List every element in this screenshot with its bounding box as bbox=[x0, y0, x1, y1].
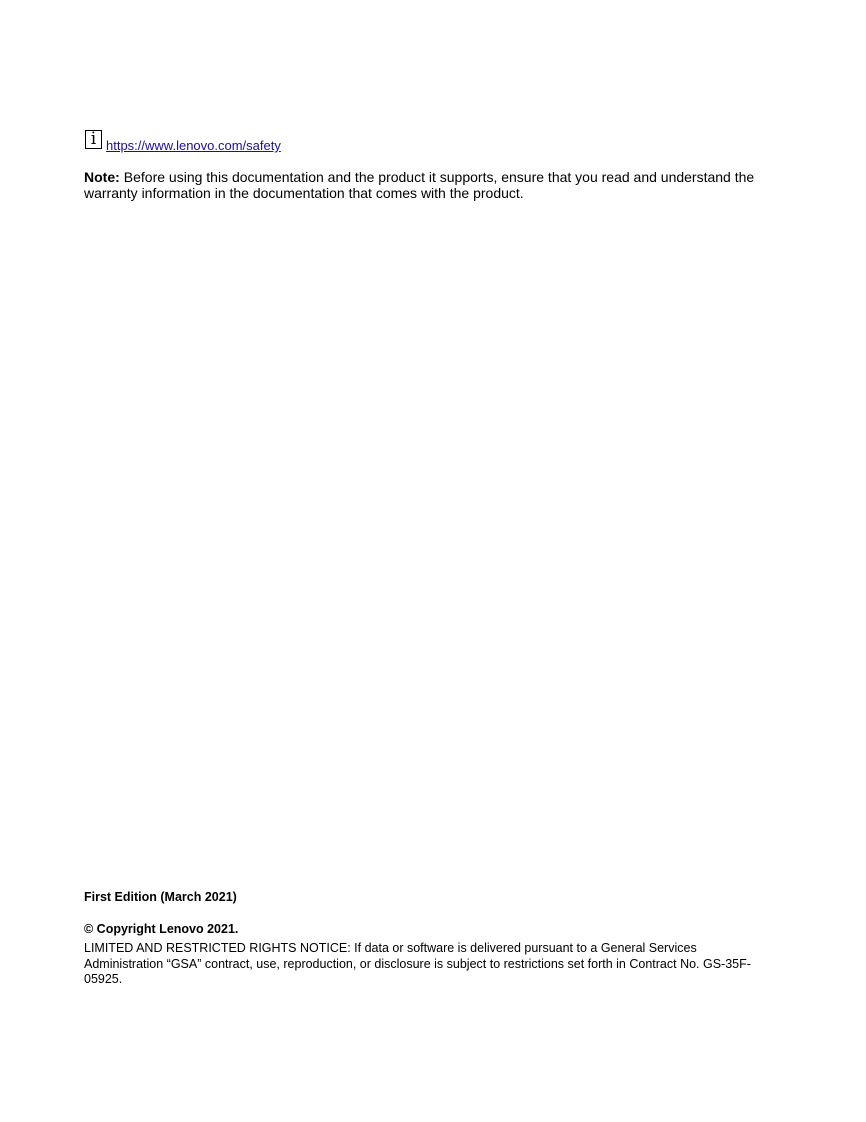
edition-label: First Edition (March 2021) bbox=[84, 890, 237, 904]
info-icon: i bbox=[85, 130, 102, 149]
safety-link[interactable]: https://www.lenovo.com/safety bbox=[106, 138, 281, 153]
safety-info-line bbox=[85, 129, 281, 153]
rights-notice: LIMITED AND RESTRICTED RIGHTS NOTICE: If data or software is delivered pursuant to a General Services Administration “GSA” contract, use, reproduction, or disclosure is subject to restrictions set forth in Contract No. GS-35F-05925. bbox=[84, 941, 751, 986]
note-label: Note: bbox=[84, 169, 120, 185]
note-paragraph bbox=[84, 169, 764, 201]
note-text: Before using this documentation and the product it supports, ensure that you read and understand the warranty information in the documentation that comes with the product. bbox=[84, 169, 755, 201]
copyright-label: © Copyright Lenovo 2021. bbox=[84, 922, 239, 936]
